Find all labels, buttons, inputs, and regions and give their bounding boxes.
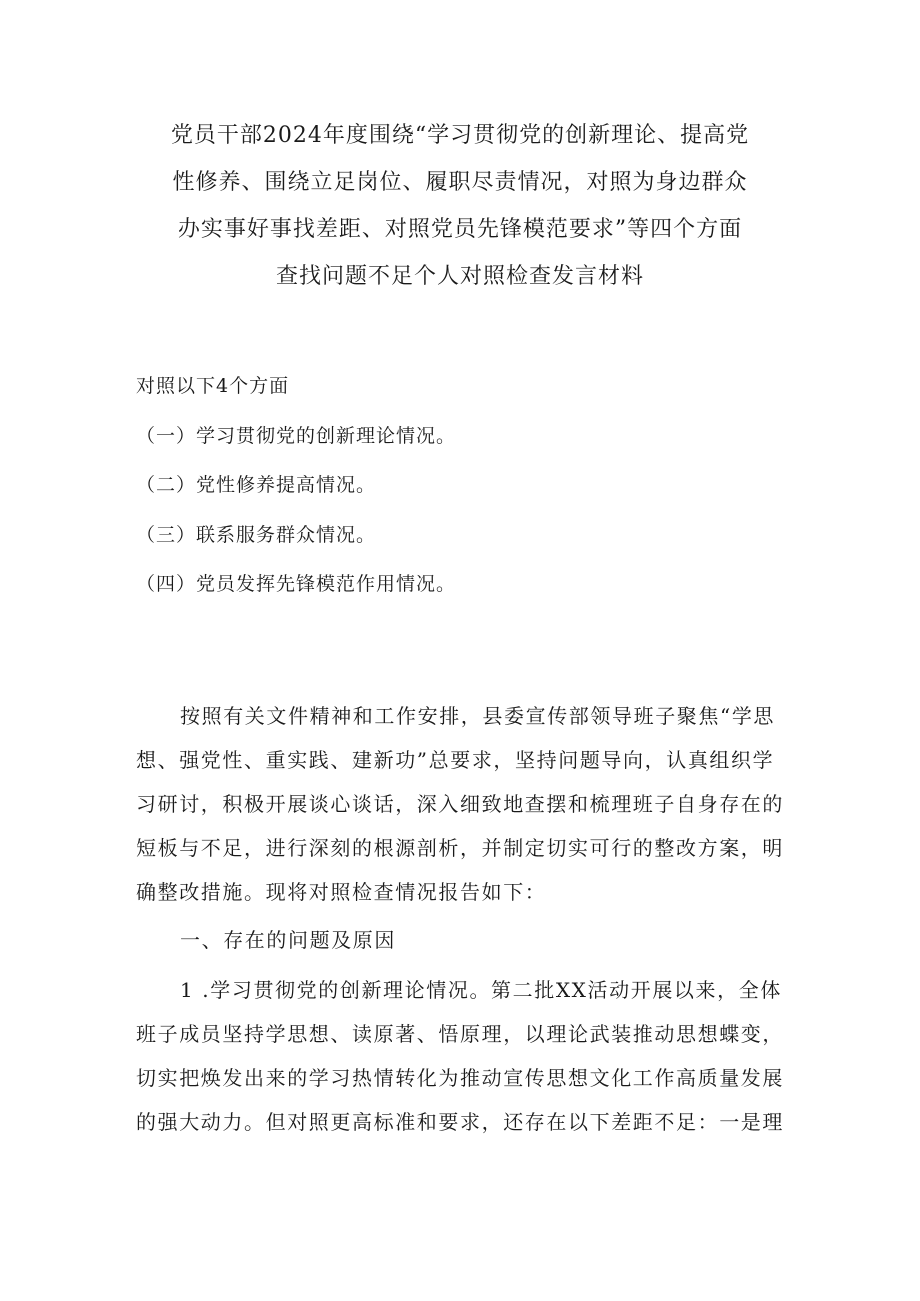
- paragraph-line: 切实把焕发出来的学习热情转化为推动宣传思想文化工作高质量发展: [136, 1066, 784, 1090]
- document-title: [120, 112, 800, 300]
- title-line: 办实事好事找差距、对照党员先锋模范要求”等四个方面: [177, 217, 743, 242]
- aspect-item: （二）党性修养提高情况。: [136, 474, 377, 496]
- section-heading: 一、存在的问题及原因: [180, 928, 396, 952]
- title-line: 党员干部2024年度围绕“学习贯彻党的创新理论、提高党: [170, 123, 750, 148]
- title-line: 查找问题不足个人对照检查发言材料: [275, 264, 644, 289]
- paragraph-line: 确整改措施。现将对照检查情况报告如下：: [136, 880, 547, 904]
- aspect-item: （四）党员发挥先锋模范作用情况。: [136, 573, 457, 595]
- paragraph-line: 按照有关文件精神和工作安排，县委宣传部领导班子聚焦“学思: [180, 704, 776, 728]
- body-text: [136, 694, 788, 1144]
- paragraph-line: 短板与不足，进行深刻的根源剖析，并制定切实可行的整改方案，明: [136, 836, 784, 860]
- aspects-heading: 对照以下4个方面: [136, 375, 290, 397]
- paragraph-line: 1 .学习贯彻党的创新理论情况。第二批XX活动开展以来，全体: [180, 978, 782, 1002]
- paragraph-line: 想、强党性、重实践、建新功”总要求，坚持问题导向，认真组织学: [136, 748, 775, 772]
- title-line: 性修养、围绕立足岗位、履职尽责情况，对照为身边群众: [172, 170, 748, 195]
- aspect-item: （三）联系服务群众情况。: [136, 523, 377, 546]
- paragraph-line: 习研讨，积极开展谈心谈话，深入细致地查摆和梳理班子自身存在的: [136, 792, 784, 816]
- paragraph-line: 班子成员坚持学思想、读原著、悟原理，以理论武装推动思想蝶变，: [136, 1022, 784, 1046]
- paragraph-line: 的强大动力。但对照更高标准和要求，还存在以下差距不足：一是理: [136, 1110, 784, 1134]
- aspects-list: [136, 362, 776, 610]
- aspect-item: （一）学习贯彻党的创新理论情况。: [136, 424, 457, 447]
